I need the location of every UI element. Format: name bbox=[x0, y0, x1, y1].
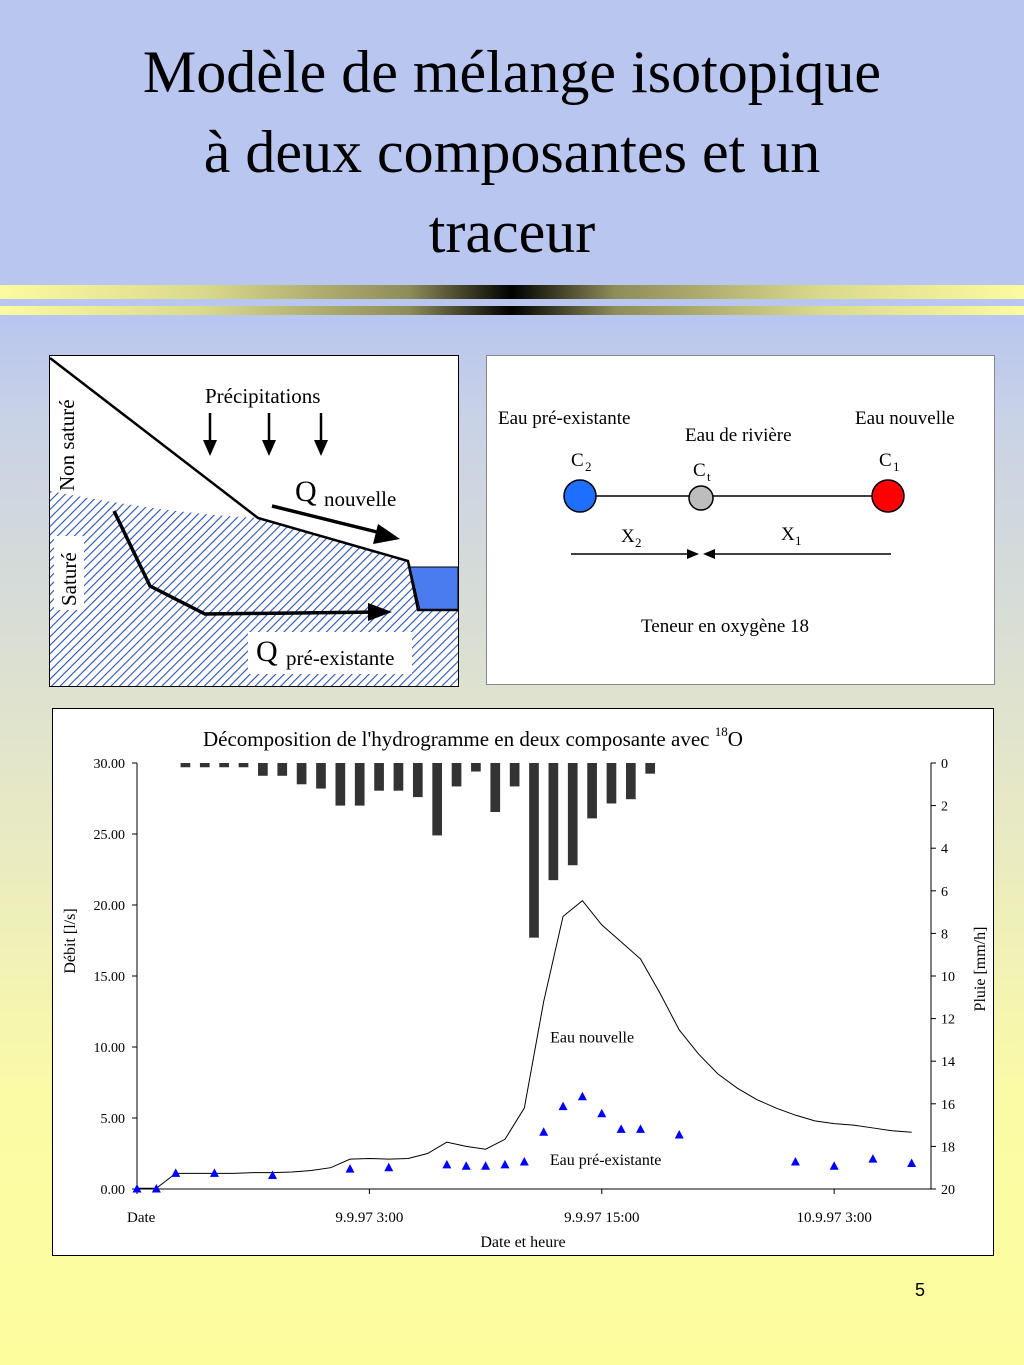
old-water-point bbox=[597, 1109, 606, 1118]
old-water-point bbox=[868, 1154, 877, 1163]
page-number: 5 bbox=[915, 1280, 926, 1300]
q-old-label: Q bbox=[256, 635, 278, 668]
rain-bar bbox=[374, 763, 384, 791]
old-water-point bbox=[481, 1161, 490, 1170]
old-water-point bbox=[210, 1168, 219, 1177]
rain-bar bbox=[645, 763, 655, 774]
c2-label: C bbox=[571, 450, 584, 471]
oxygen-axis-label: Teneur en oxygène 18 bbox=[641, 616, 810, 637]
x1-arrowhead bbox=[703, 549, 715, 559]
new-water-label: Eau nouvelle bbox=[855, 408, 955, 429]
old-water-point bbox=[171, 1168, 180, 1177]
old-water-point bbox=[539, 1127, 548, 1136]
x-tick-label: Date bbox=[127, 1210, 156, 1226]
y2-tick-label: 14 bbox=[941, 1055, 955, 1071]
rain-bar bbox=[200, 763, 210, 767]
y-axis-label: Débit [l/s] bbox=[62, 908, 79, 974]
y2-tick-label: 20 bbox=[941, 1183, 955, 1198]
y2-axis-label: Pluie [mm/h] bbox=[972, 926, 989, 1012]
rain-bar bbox=[607, 763, 617, 803]
rain-bar bbox=[336, 763, 346, 806]
old-water-point bbox=[791, 1157, 800, 1166]
x-tick-label: 10.9.97 3:00 bbox=[796, 1210, 872, 1226]
unsaturated-label: Non saturé bbox=[55, 399, 79, 491]
river-water-label: Eau de rivière bbox=[685, 425, 792, 446]
rain-bar bbox=[510, 763, 520, 786]
x2-arrowhead bbox=[687, 549, 699, 559]
y2-tick-label: 10 bbox=[941, 970, 955, 985]
old-water-point bbox=[520, 1157, 529, 1166]
y-tick-label: 0.00 bbox=[100, 1183, 125, 1198]
rain-bar bbox=[219, 763, 229, 767]
y2-tick-label: 8 bbox=[941, 927, 948, 943]
chart-title bbox=[203, 724, 743, 751]
x2-label: X bbox=[621, 526, 635, 547]
ct-circle bbox=[689, 486, 713, 510]
y2-tick-label: 2 bbox=[941, 799, 948, 815]
old-water-point bbox=[346, 1164, 355, 1173]
rain-bar bbox=[258, 763, 268, 776]
y-tick-label: 25.00 bbox=[93, 828, 125, 843]
chart-title-text: Décomposition de l'hydrogramme en deux composante avec bbox=[203, 727, 715, 751]
x-tick-label: 9.9.97 3:00 bbox=[335, 1210, 404, 1226]
x-axis-label: Date et heure bbox=[480, 1234, 566, 1251]
y2-tick-label: 18 bbox=[941, 1140, 955, 1156]
title-line-2: à deux composantes et un bbox=[203, 119, 821, 185]
precip-label: Précipitations bbox=[205, 384, 321, 408]
rain-bar bbox=[549, 763, 559, 880]
total-discharge-line bbox=[137, 901, 912, 1189]
q-old-sub: pré-existante bbox=[286, 646, 395, 670]
y-tick-label: 10.00 bbox=[93, 1041, 125, 1056]
q-new-sub: nouvelle bbox=[324, 487, 397, 511]
plot-area bbox=[94, 757, 956, 1226]
c2-sub: 2 bbox=[585, 459, 592, 474]
mixing-svg bbox=[487, 356, 994, 684]
ct-sub: t bbox=[707, 469, 711, 484]
y-tick-label: 5.00 bbox=[100, 1112, 125, 1127]
old-water-point bbox=[559, 1102, 568, 1111]
rain-bar bbox=[239, 763, 249, 767]
rain-bar bbox=[181, 763, 191, 767]
title-line-3: traceur bbox=[428, 199, 596, 265]
old-water-point bbox=[675, 1130, 684, 1139]
x-tick-label: 9.9.97 15:00 bbox=[564, 1210, 640, 1226]
rain-bar bbox=[452, 763, 462, 786]
annotation-old-water: Eau pré-existante bbox=[549, 1151, 662, 1169]
new-water-arrowhead bbox=[373, 524, 400, 544]
y2-tick-label: 6 bbox=[941, 884, 948, 900]
old-water-point bbox=[830, 1161, 839, 1170]
rain-bar bbox=[355, 763, 365, 806]
old-water-point bbox=[636, 1124, 645, 1133]
rain-bar bbox=[394, 763, 404, 791]
rain-bar bbox=[277, 763, 287, 776]
old-water-point bbox=[578, 1092, 587, 1101]
decorative-band-bottom bbox=[0, 306, 1024, 315]
y2-tick-label: 4 bbox=[941, 842, 948, 858]
c2-circle bbox=[564, 480, 596, 512]
old-water-point bbox=[617, 1124, 626, 1133]
old-water-point bbox=[500, 1160, 509, 1169]
rain-bar bbox=[587, 763, 597, 818]
x2-sub: 2 bbox=[635, 535, 642, 550]
c1-label: C bbox=[879, 450, 892, 471]
old-water-point bbox=[268, 1171, 277, 1180]
old-water-label: Eau pré-existante bbox=[498, 408, 631, 429]
mixing-diagram bbox=[486, 355, 995, 685]
rain-bar bbox=[413, 763, 423, 797]
slide-title bbox=[0, 32, 1024, 272]
rain-bar bbox=[626, 763, 636, 799]
x1-sub: 1 bbox=[795, 533, 802, 548]
y-tick-label: 20.00 bbox=[93, 899, 125, 914]
rain-bar bbox=[297, 763, 307, 784]
y2-tick-label: 12 bbox=[941, 1012, 955, 1028]
rain-bar bbox=[568, 763, 578, 865]
decorative-band-top bbox=[0, 285, 1024, 299]
catchment-diagram bbox=[49, 355, 459, 687]
y2-tick-label: 16 bbox=[941, 1097, 955, 1113]
x1-label: X bbox=[781, 524, 795, 545]
old-water-point bbox=[442, 1160, 451, 1169]
c1-circle bbox=[872, 480, 904, 512]
rain-bar bbox=[471, 763, 481, 772]
chart-title-tail: O bbox=[727, 727, 743, 751]
rain-bar bbox=[316, 763, 326, 789]
rain-bar bbox=[529, 763, 539, 938]
ct-label: C bbox=[693, 460, 706, 481]
saturated-label: Saturé bbox=[57, 552, 81, 606]
y-tick-label: 30.00 bbox=[93, 757, 125, 772]
rain-bar bbox=[490, 763, 500, 812]
hydrograph-chart bbox=[52, 708, 994, 1256]
y-tick-label: 15.00 bbox=[93, 970, 125, 985]
precipitation-arrows bbox=[203, 413, 328, 456]
chart-svg bbox=[53, 709, 993, 1255]
annotation-new-water: Eau nouvelle bbox=[550, 1029, 635, 1047]
catchment-svg bbox=[50, 356, 458, 686]
c1-sub: 1 bbox=[893, 459, 900, 474]
old-water-point bbox=[462, 1161, 471, 1170]
y2-tick-label: 0 bbox=[941, 757, 948, 772]
chart-title-sup: 18 bbox=[714, 724, 728, 739]
old-water-point bbox=[907, 1158, 916, 1167]
title-line-1: Modèle de mélange isotopique bbox=[142, 39, 882, 105]
rain-bar bbox=[432, 763, 442, 835]
q-new-label: Q bbox=[295, 475, 317, 508]
old-water-point bbox=[384, 1163, 393, 1172]
